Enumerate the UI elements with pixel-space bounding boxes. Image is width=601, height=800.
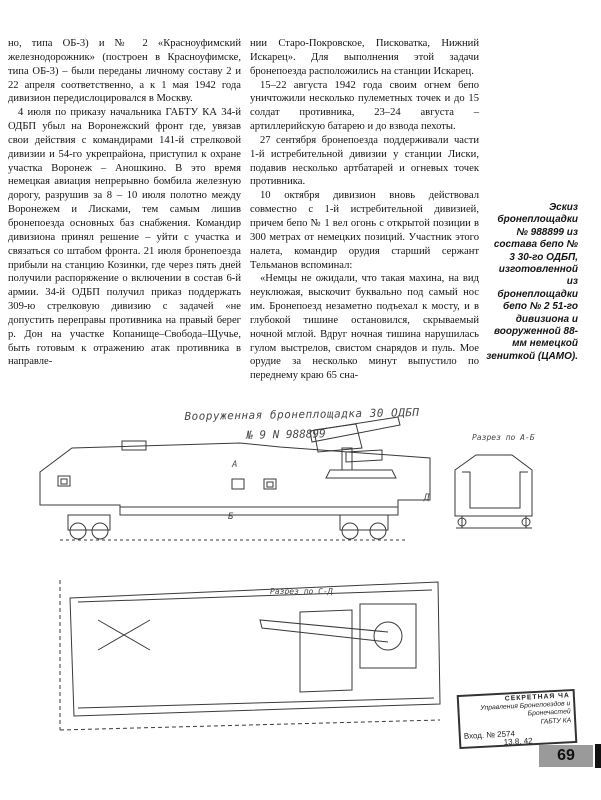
railcar-floor-line xyxy=(40,505,398,507)
stamp-line: СЕКРЕТНАЯ ЧА xyxy=(504,692,571,703)
gun-mount xyxy=(342,448,382,470)
paragraph: нии Старо-Покровское, Писковатка, Нижний Искарец». Для выполнения этой задачи бронепоезда расположились на станции Искарец. xyxy=(250,38,479,77)
paragraph: 15–22 августа 1942 года своим огнем бепо уничтожили несколько пулеметных точек и до 15 солдат противника, 23–24 августа – артиллерийскую батарею и до взвода пехоты. xyxy=(250,79,479,133)
stamp-line: Управления Бронепоездов и Бронечастей xyxy=(480,700,571,718)
end-view-inner xyxy=(462,472,528,508)
plan-view-inner-bottom xyxy=(78,698,434,708)
plan-view-inner-top xyxy=(78,590,432,602)
plan-view-outline xyxy=(70,582,440,716)
stamp-line: Вход. № 2574 xyxy=(463,728,516,741)
hatch-middle xyxy=(232,479,244,489)
stamp-line: ГАБТУ КА xyxy=(540,716,572,726)
figure-caption: Эскиз бронеплощадки № 988899 из состава бепо № 3 30-го ОДБП, изготовленной из бронеплощадки бепо № 2 51-го дивизиона и вооруженной 88-мм немецкой зениткой (ЦАМО). xyxy=(486,202,578,362)
sketch-number: № 9 N 988899 xyxy=(246,427,326,442)
paragraph: но, типа ОБ-3) и № 2 «Красноуфимский железнодорожник» (построен в Красноуфимске, типа ОБ-3) – были переданы личному составу 2 и 22 апреля соответственно, а к 1 мая 1942 года дивизион передислоцировался в Москву. xyxy=(8,38,241,105)
page-edge-mark xyxy=(595,744,601,768)
hatch-left-inner xyxy=(61,479,67,484)
wheel xyxy=(92,523,108,539)
stamp-line: 13.8. 42 xyxy=(503,736,533,747)
gun-base xyxy=(326,470,396,478)
paragraph: 10 октября дивизион вновь действовал совместно с 1-й истребительной дивизией, причем бепо № 1 вел огонь с открытой позиции в 300 метрах от немецких позиций. Участник этого налета, командир орудия старший сержант Тельманов вспоминал: xyxy=(250,190,479,271)
paragraph: 4 июля по приказу начальника ГАБТУ КА 34-й ОДБП убыл на Воронежский фронт где, увязав свои действия с командирами 141-й стрелковой дивизии и 54-го укрепрайона, приступил к охране участка Воронеж – Аношкино. В это время немецкая авиация непрерывно бомбила железную дорогу, разрушив за 8 – 10 июля полотно между Воронежем и Лисками, тем самым лишив бронепоезда основных баз снабжения. Командир дивизиона принял решение – уйти с участка и связаться со штабом фронта. 21 июля бронепоезда прибыли на станцию Козинки, где через пять дней получили распоряжение о включении в состав 6-й армии. 34-й ОДБП получил приказ поддержать 309-ю стрелковую дивизию с задачей «не допустить переправы противника на правый берег р. Дон на участке Копанище–Свобода–Щучье, быть готовым к отражению атак противника в направле- xyxy=(8,107,241,368)
sketch-mark: А xyxy=(232,460,238,470)
sketch-title: Вооруженная бронеплощадка 30 ОДБП xyxy=(184,405,420,424)
plan-view-hatches xyxy=(300,610,352,692)
article-column-left xyxy=(8,37,241,369)
end-view-wheels xyxy=(456,516,532,528)
sketch-mark: Д xyxy=(424,493,430,503)
section-label-top: Разрез по С-Д xyxy=(270,587,333,596)
paragraph: 27 сентября бронепоезда поддерживали части 1-й истребительной дивизии у станции Лиски, подавив несколько артбатарей и огневых точек противника. xyxy=(250,134,479,188)
hatch-right-inner xyxy=(267,482,273,487)
plan-view-cross xyxy=(98,620,150,650)
page-number: 69 xyxy=(539,745,593,767)
bogie-left xyxy=(68,515,110,530)
article-column-middle xyxy=(250,37,479,383)
dimension-line xyxy=(60,580,440,730)
armored-railcar-sketch xyxy=(18,395,585,735)
wheel xyxy=(370,523,386,539)
bogie-right xyxy=(340,515,388,530)
wheel xyxy=(342,523,358,539)
plan-view-gun-platform xyxy=(360,604,416,668)
quote-paragraph: «Немцы не ожидали, что такая махина, на вид неуклюжая, выскочит буквально под самый нос им. Бронепоезд незаметно подъехал к мосту, и в глубокой тишине остановился, скрываемый ночной мглой. Вдруг ночная тишина нарушилась гулом выстрелов, свистом снарядов и пуль. Мое орудие за несколько минут выпустило по переднему краю 65 сна- xyxy=(250,273,479,382)
wheel xyxy=(70,523,86,539)
sketch-mark: Б xyxy=(228,512,234,522)
archive-stamp xyxy=(457,689,578,749)
plan-view-gun-barrel xyxy=(260,620,388,642)
section-label-end: Разрез по А-Б xyxy=(472,433,535,442)
